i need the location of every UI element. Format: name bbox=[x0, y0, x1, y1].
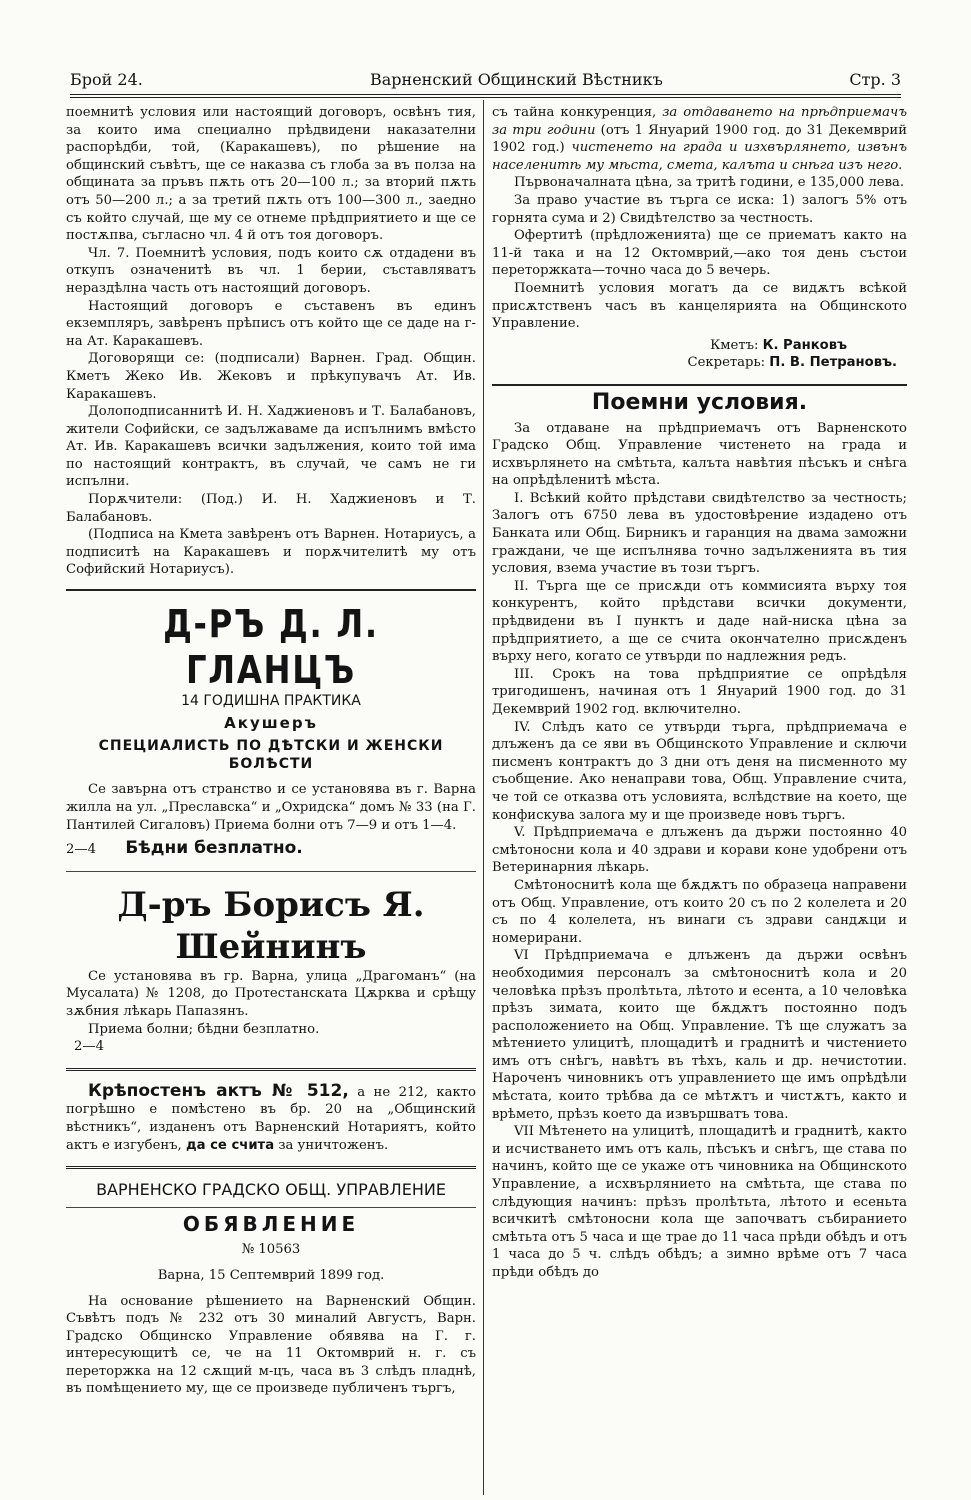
notice-title: ОБЯВЛЕНИЕ bbox=[182, 1211, 360, 1236]
header-rule bbox=[70, 94, 901, 95]
ad-glanz bbox=[66, 601, 476, 859]
notice-number: № 10563 bbox=[241, 1242, 301, 1258]
ad-glanz-practice: 14 ГОДИШНА ПРАКТИКА bbox=[181, 693, 361, 710]
condition-4: IV. Слѣдъ като се утвърди търга, прѣдприемача е длъженъ да се яви въ Общинското Управление и сключи писменъ контрактъ до 3 дни отъ деня на писменното му съобщение. Ако ненаправи това, Общ. Управление счита, че той се отказва отъ условията, вслѣдствие на което, ще конфискува залога му и ще произведе новъ търгъ. bbox=[492, 719, 907, 823]
notice-cont-b: за отдаването на прѣдприемачъ за три години bbox=[492, 105, 907, 138]
ad-glanz-specialty: СПЕЦИАЛИСТЬ ПО ДѢТСКИ И ЖЕНСКИ БОЛѢСТИ bbox=[98, 738, 444, 772]
contract-signatories: Договорящи се: (подписали) Варнен. Град. Общин. Кметъ Жеко Ив. Жековъ и прѣкупувачъ Ат. Ив. Каракашевъ. bbox=[66, 351, 476, 402]
notice-offers: Офертитѣ (прѣдложенията) ще се приематъ както на 11-й така и на 12 Октомврий,—ако тоя день състои переторжката—точно часа до 5 вечерь. bbox=[492, 228, 907, 279]
ad-sheinin bbox=[66, 884, 476, 1056]
left-column bbox=[66, 104, 476, 1398]
notice-continued bbox=[492, 104, 907, 174]
right-column bbox=[492, 104, 907, 1282]
contract-guarantors-text: Долоподписаннитѣ И. Н. Хаджиеновъ и Т. Балабановъ, жители Софийски, се задължаваме да испълнимъ вмѣсто Ат. Ив. Каракашевъ всички задължения, които той има по настоящий контрактъ, въ случай, че самъ не ги испълни. bbox=[66, 404, 476, 490]
section-rule bbox=[66, 1068, 476, 1071]
page-number: Стр. 3 bbox=[849, 70, 901, 89]
notice bbox=[66, 1181, 476, 1398]
mayor-label: Кметъ: bbox=[710, 337, 759, 353]
ad-sheinin-hours: Приема болни; бѣдни безплатно. bbox=[88, 1021, 320, 1037]
notice-date: Варна, 15 Септемврий 1899 год. bbox=[157, 1267, 385, 1283]
page-header bbox=[70, 62, 901, 94]
ad-fortress-lead: Крѣпостенъ актъ № 512, bbox=[88, 1080, 349, 1101]
condition-5-carts: Смѣтоноснитѣ кола ще бѫдѫтъ по образеца направени отъ Общ. Управление, отъ които 20 съ по 2 колелета и 20 съ по 4 колелета, нъ винаги съ здрави сандѫци и номерирани. bbox=[492, 877, 907, 946]
section-rule bbox=[66, 1166, 476, 1169]
condition-2: II. Търга ще се присѫди отъ коммисията върху тоя конкурентъ, който прѣдстави всички документи, прѣдвидени въ I пунктъ и даде най-ниска цѣна за прѣдприятието, а ще се счита окончателно присѫденъ върху него, когато се утвърди по надлежния редъ. bbox=[492, 578, 907, 665]
condition-5: V. Прѣдприемача е длъженъ да държи постоянно 40 смѣтоносни кола и 40 здрави и корави коне удобрени отъ Ветеринарния лѣкарь. bbox=[492, 825, 907, 876]
contract-guarantors: Порѫчители: (Под.) И. Н. Хаджиеновъ и Т. Балабановъ. bbox=[66, 492, 476, 525]
notice-price: Първоначалната цѣна, за тритѣ години, е 135,000 лева. bbox=[514, 175, 905, 191]
issue-number: Брой 24. bbox=[70, 70, 143, 89]
notice-cont-c: (отъ 1 Януарий 1900 год. до 31 Декемврий 1902 год.) bbox=[492, 122, 907, 156]
newspaper-title: Варненский Общинский Вѣстникъ bbox=[370, 70, 663, 89]
notice-text: На основание рѣшението на Варненский Общин. Съвѣтъ подъ № 232 отъ 30 миналий Августъ, Варн. Градско Общинско Управление обявява на Г. г. интересующитѣ се, че на 11 Октомврий н. г. съ переторжка на 12 сѫщий м-цъ, часа въ 3 слѣдъ пладнѣ, въ помѣщението му, ще се произведе публиченъ търгъ, bbox=[66, 1293, 476, 1397]
ad-glanz-role: Акушеръ bbox=[224, 713, 318, 732]
secretary-label: Секретарь: bbox=[687, 355, 766, 371]
notice-org: ВАРНЕНСКО ГРАДСКО ОБЩ. УПРАВЛЕНИЕ bbox=[96, 1180, 446, 1200]
contract-notary-note: (Подписа на Кмета завѣренъ отъ Варнен. Нотариусъ, а подписитѣ на Каракашевъ и порѫчителитѣ му отъ Софийский Нотариусъ). bbox=[66, 527, 476, 578]
notice-cont-a: съ тайна конкуренция, bbox=[492, 105, 657, 120]
section-rule bbox=[492, 384, 907, 386]
condition-6: VI Прѣдприемача е длъженъ да държи освѣнъ необходимия персоналъ за смѣтоноснитѣ кола и 20 человѣка прѣзъ пролѣтьта, лѣтото и есента, а 10 человѣка прѣзъ зимата, които ще бѫдѫтъ постоянно подъ расположението на Общ. Управление. Тѣ ще служатъ за мѣтението улицитѣ, площадитѣ и граднитѣ и чистението имъ отъ снѣгъ, навѣтъ въ тѣхъ, каль и др. нечистотии. Нароченъ чиновникъ отъ управлението ще имъ опрѣдѣли мѣстата, които трѣбва да се мѣтѫтъ и чистѫтъ, както и врѣмето, прѣзъ което да извършватъ това. bbox=[492, 948, 907, 1122]
notice-requirements: За право участие въ търга се иска: 1) залогъ 5% отъ горнята сума и 2) Свидѣтелство за честность. bbox=[492, 192, 907, 226]
condition-7: VII Мѣтенето на улицитѣ, площадитѣ и граднитѣ, както и исчистването имъ отъ каль, пѣсъкъ и снѣгъ, ще става по начинъ, който ще се укаже отъ чиновника на Общинското Управление, а исхвърлянието на смѣтьта, ще става по слѣдующия начинъ: прѣзъ пролѣтьта, лѣтото и есеньта всичкитѣ смѣтоносни кола ще започватъ събиранието смѣтьта отъ 5 часа и ще трае до 11 часа прѣди обѣдъ и отъ 1 часа до 5 ч. слѣдъ обѣдъ; а зимно врѣме отъ 7 часа прѣди обѣдъ до bbox=[492, 1124, 907, 1280]
mayor-name: К. Ранковъ bbox=[762, 337, 847, 353]
ad-sheinin-text: Се установява въ гр. Варна, улица „Драгоманъ“ (на Мусалата) № 1208, до Протестанската Цѫрква и срѣщу зѫбния лѣкарь Папазянъ. bbox=[66, 968, 476, 1019]
condition-1: I. Всѣкий който прѣдстави свидѣтелство за честность; Залогъ отъ 6750 лева въ удостовѣрение издадено отъ Банката или Общ. Бирникъ и гаранция на двама заможни граждани, че ще испълнява точно задълженията въ тия условия, взема участие въ този търгъ. bbox=[492, 490, 907, 577]
notice-rule bbox=[66, 1207, 476, 1208]
notice-conditions-note: Поемнитѣ условия могатъ да се видѫтъ всѣкой присѫтственъ часъ въ канцелярията на Общинското Управление. bbox=[492, 280, 907, 332]
contract-paragraph: Настоящий договоръ е съставенъ въ единъ екземпляръ, завѣренъ прѣписъ отъ който ще се даде на г-на Ат. Каракашевъ. bbox=[66, 298, 476, 349]
ad-glanz-name: Д-РЪ Д. Л. ГЛАНЦЪ bbox=[163, 602, 379, 693]
contract-paragraph: поемнитѣ условия или настоящий договоръ, освѣнъ тия, за които има специално прѣдвидени наказателни распорѣдби, той, (Каракашевъ), по рѣшение на общинский съвѣтъ, ще се наказва съ глоба за въ полза на общината за пръвъ пѫть отъ 20—100 л.; за вторий пѫть отъ 50—200 л.; а за третий пѫть отъ 100—300 л., заедно съ който случай, ще му се отнеме прѣдприятието и ще се постѫпва, съгласно чл. 4 й отъ тоя договоръ. bbox=[66, 105, 476, 244]
ad-fortress-text: а не 212, както погрѣшно е помѣстено въ бр. 20 на „Общинский вѣстникъ“, изданенъ отъ Варненский Нотариятъ, който актъ е изгубенъ, bbox=[66, 1084, 476, 1153]
ad-fortress-emphasis: да се счита bbox=[185, 1137, 275, 1153]
ad-glanz-free: Бѣдни безплатно. bbox=[125, 838, 303, 859]
ad-fortress-tail: за уничтоженъ. bbox=[278, 1137, 389, 1153]
ad-sheinin-name: Д-ръ Борисъ Я. Шейнинъ bbox=[117, 884, 425, 967]
section-rule bbox=[66, 871, 476, 872]
notice-secretary bbox=[492, 354, 907, 372]
ad-glanz-text: Се завърна отъ странство и се установява въ г. Варна жилла на ул. „Преславска“ и „Охридска“ домъ № 33 (на Г. Пантилей Сигаловъ) Приема болни отъ 7—9 и отъ 1—4. bbox=[66, 782, 476, 833]
condition-3: III. Срокъ на това прѣдприятие се опрѣдѣля тригодишенъ, начиная отъ 1 Януарий 1900 год. до 31 Декемврий 1902 год. включително. bbox=[492, 666, 907, 717]
notice-cont-d: чистенето на града и изхвърлянето, извънъ населенитѣ му мѣста, смета, калъта и снѣга изъ него. bbox=[492, 140, 907, 173]
header-rule-2 bbox=[70, 97, 901, 98]
ad-fortress-act bbox=[66, 1080, 476, 1154]
conditions-title: Поемни условия. bbox=[591, 389, 808, 415]
secretary-name: П. В. Петрановъ. bbox=[769, 355, 897, 371]
ad-glanz-count: 2—4 bbox=[66, 842, 96, 858]
ad-sheinin-count: 2—4 bbox=[74, 1039, 104, 1055]
contract-article-7: Чл. 7. Поемнитѣ условия, подъ които сѫ отдадени въ откупъ означенитѣ въ чл. 1 берии, съставляватъ нераздѣлна часть отъ настоящий договоръ. bbox=[66, 245, 476, 296]
section-rule bbox=[66, 589, 476, 591]
notice-mayor bbox=[492, 337, 907, 355]
column-divider bbox=[483, 100, 484, 1495]
conditions-intro: За отдаване на прѣдприемачъ отъ Варненското Градско Общ. Управление чистенето на града и исхвърлянето на смѣтьта, калъта навѣтия пѣсъкъ и снѣга на опрѣдѣленитѣ мѣста. bbox=[492, 420, 907, 489]
